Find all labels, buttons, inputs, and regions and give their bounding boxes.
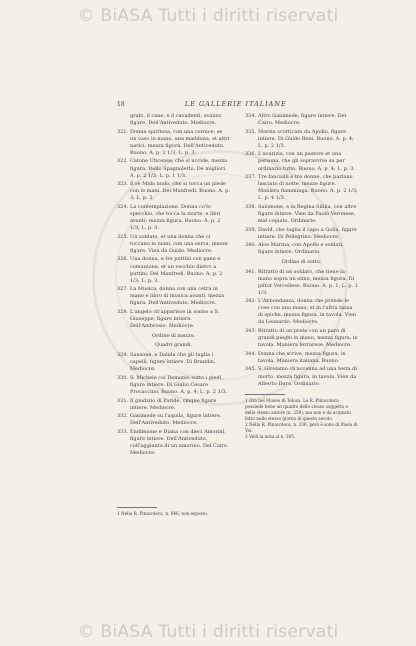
left-entries-a bbox=[117, 129, 230, 330]
entry-text: Il giudizio di Paride, cinque figure intiere. Mediocre. bbox=[130, 397, 217, 411]
catalog-entry bbox=[245, 298, 358, 326]
right-entries-a bbox=[245, 113, 358, 256]
entry-number: 343. bbox=[245, 328, 257, 335]
entry-number: 341. bbox=[245, 268, 257, 275]
left-footnotes bbox=[117, 501, 230, 517]
entry-text: Donna che scrive, mezza figura, in tavola. Maniera italiana. Buono. bbox=[258, 350, 346, 364]
entry-text: Catone Uticense, che si uccide, mezza figura. Dello Spagnoletto. De migliori. A. p. 2 1/3; L. p. 1 1/3. bbox=[130, 158, 228, 179]
footnote-rule bbox=[245, 394, 285, 395]
catalog-entry bbox=[245, 113, 358, 127]
entry-text: Un soldato, et una donna che ci toccano le mani, con una serva, mezze figure. Vien da Guido. Mediocre. bbox=[130, 233, 228, 254]
sub-heading-large: Quadri grandi. bbox=[154, 342, 193, 349]
catalog-entry bbox=[245, 151, 358, 172]
entry-text: La Musica, donna con una cetra in mano e libro di musica avanti, mezza figura. Dell'Antiveduto. Mediocre. bbox=[130, 286, 225, 307]
entry-number: 337. bbox=[245, 174, 257, 181]
entry-number: 339. bbox=[245, 226, 257, 233]
entry-number: 325. bbox=[117, 233, 129, 240]
entry-text: Aloe Marina, con Apollo e soldati, figure intiere. Ordinario. bbox=[258, 242, 344, 256]
entry-text: S. Girolamo ch'accenna ad una testa di morto, mezza figura, in tavola. Vien da Alberto Duro. Ordinario. bbox=[258, 366, 357, 387]
entry-number: 336. bbox=[245, 151, 257, 158]
catalog-entry bbox=[245, 366, 358, 387]
catalog-entry bbox=[117, 429, 230, 457]
entry-text: Ganimede su l'aquila, figure intiere. Dell'Antiveduto. Mediocre. bbox=[130, 413, 222, 427]
entry-text: Una donna, e tre puttini con pane e comunione, et un vecchio dietro a puttini. Del Manfredi. Buono. A. p. 2 1/3; L. p. 3. bbox=[130, 256, 223, 284]
catalog-entry bbox=[117, 352, 230, 373]
entry-number: 342. bbox=[245, 298, 257, 305]
entry-number: 345. bbox=[245, 366, 257, 373]
section-heading-bottom: Ordine di sotto. bbox=[281, 259, 322, 266]
watermark-bottom: © BiASA Tutti i diritti riservati bbox=[77, 622, 339, 642]
entry-text: L'angelo ch'apparisce in sonno a S. Giuseppe, figure intiere. Dell'Ambrosio. Mediocre. bbox=[130, 308, 220, 330]
catalog-entry bbox=[117, 286, 230, 307]
entry-number: 340. bbox=[245, 242, 257, 249]
catalog-entry bbox=[117, 398, 230, 412]
entry-number: 327. bbox=[117, 286, 129, 293]
entry-number: 331. bbox=[117, 397, 129, 404]
catalog-entry bbox=[117, 413, 230, 427]
entry-text: Ritratto di un prete con un paro di grandi pieghi in mano, mezza figura, in tavola. Maniera ferrarese. Mediocre. bbox=[258, 328, 358, 349]
entry-text: David, che taglia il capo a Golia, figure intiere. Di Pellegrino. Mediocre. bbox=[258, 226, 357, 240]
entry-text: S. Michele col Demonio sotto i piedi, figure intiere. Di Giulio Cesare Procaccino. Buono. A. p. 4; L. p. 2 1/3. bbox=[130, 374, 228, 396]
entry-text: Altro Ganimede, figure intiere. Del Cairo. Mediocre. bbox=[258, 113, 347, 127]
catalog-entry bbox=[117, 181, 230, 202]
entry-text: Marsia scorticato da Apollo, figure intiere. Di Guido Reni. Buono. A. p. 4; L. p. 2 1/3. bbox=[258, 128, 354, 149]
entry-number: 328. bbox=[117, 308, 129, 315]
entry-text: La contemplazione. Donna co'lo specchio, che tocca la morte, e libri avanti; mezza figura. Buono. A. p. 2 1/3; L. p. 3. bbox=[130, 203, 221, 232]
entry-number: 329. bbox=[117, 352, 129, 359]
footnote: 1 Ora nel Museo di Tolosa. Le R. Pinacoteca possiede bene un quadro dello stesso soggetto e dello stesso autore (n. 259), ma non è da acquisto fatto nello stesso giorno di questo secolo. bbox=[245, 397, 351, 421]
entry-text: L'avarizia, con un pastore et una persona, che gli sopravvive su per ordinario tutto. Buono. A. p. 4; L. p. 3. bbox=[258, 151, 355, 172]
catalog-entry bbox=[245, 227, 358, 241]
catalog-entry bbox=[245, 129, 358, 150]
entry-text: Ritratto di un soldato, che tiene la mano sopra un elmo, mezza figura. Di pittor Vercellese. Buono. A. p. 1; L. p. 1 1/3. bbox=[258, 268, 358, 296]
running-title: LE GALLERIE ITALIANE bbox=[184, 100, 287, 108]
left-column bbox=[117, 113, 230, 459]
catalog-entry bbox=[245, 351, 358, 365]
entry-text: Salomone, e la Regina Sibba, con altre figure intiere. Vien da Paolo Veronese, mal copiato. Ordinario. bbox=[258, 203, 357, 225]
entry-text: Sansone, e Dalida che gli taglia i capelli, figure intiere. Di Brandin. Mediocre. bbox=[130, 352, 216, 373]
entry-number: 326. bbox=[117, 256, 129, 263]
section-heading-middle: Ordine di mezzo. bbox=[152, 333, 195, 340]
continuation-text: grafo, il cane, e il cavadenti; avanzo figure. Dell'Antiveduto. Mediocre. bbox=[130, 113, 222, 127]
entry-number: 334. bbox=[245, 113, 257, 119]
catalog-entry bbox=[117, 309, 230, 330]
footnote: 3 Vedi la nota al n. 305. bbox=[245, 433, 296, 439]
entry-number: 333. bbox=[117, 429, 129, 436]
left-entries-b bbox=[117, 352, 230, 457]
footnote: 2 Nella R. Pinacoteca, n. 336, però è sono di Paolo di Voi. bbox=[245, 421, 358, 433]
watermark-top: © BiASA Tutti i diritti riservati bbox=[77, 6, 339, 26]
catalog-entry bbox=[245, 269, 358, 297]
entry-text: Endimione e Diana con dieci Amorini, figure intiere. Dell'Antiveduto, coll'aggiunta di un amorino. Del Cairo. Mediocre. bbox=[130, 429, 229, 457]
entry-number: 322. bbox=[117, 158, 129, 165]
entry-text: Il re Mida nudo, che si tocca un piede con le mani. Del Manfredi. Buono. A. p. 3; L. p. 2. bbox=[130, 181, 230, 202]
right-entries-b bbox=[245, 269, 358, 388]
entry-number: 344. bbox=[245, 350, 257, 357]
entry-number: 332. bbox=[117, 413, 129, 420]
entry-text: L'Abbondanza, donna che prende le cose con una mano, et in l'altra tazza di spiche, mezza figura, in tavola. Vien da Leonardo. Mediocre. bbox=[258, 298, 357, 326]
catalog-entry bbox=[117, 375, 230, 396]
catalog-entry bbox=[117, 129, 230, 157]
footnote: 1 Nella R. Pinacoteca, n. 646; non esposto. bbox=[117, 511, 209, 516]
page-number: 18 bbox=[117, 101, 125, 108]
entry-number: 324. bbox=[117, 203, 129, 210]
right-column bbox=[245, 113, 358, 440]
entry-number: 330. bbox=[117, 374, 129, 381]
catalog-entry bbox=[245, 328, 358, 349]
entry-number: 338. bbox=[245, 203, 257, 210]
catalog-entry bbox=[245, 204, 358, 225]
entry-text: Tre fanciulli e tre donne, che parlano lasciato di notte, mezze figure. Maniera fiamminga. Buono. A. p. 2 1/3; L. p. 4 1/3. bbox=[258, 174, 358, 202]
entry-number: 335. bbox=[245, 128, 257, 135]
entry-number: 323. bbox=[117, 181, 129, 188]
page-header bbox=[117, 100, 355, 108]
catalog-entry bbox=[117, 234, 230, 255]
catalog-entry bbox=[245, 242, 358, 256]
catalog-entry bbox=[117, 204, 230, 232]
entry-number: 321. bbox=[117, 128, 129, 135]
catalog-entry bbox=[117, 256, 230, 284]
catalog-entry bbox=[245, 174, 358, 202]
entry-text: Donna spiritosa, con una cornice; se un vaso in mano, una maddona, et altri narici, mezza figura. Dell'Antiveduto. Buono. A. p. 2 1/3; L. p. 3. bbox=[130, 128, 230, 156]
footnote-rule bbox=[117, 507, 157, 508]
catalog-entry bbox=[117, 158, 230, 179]
